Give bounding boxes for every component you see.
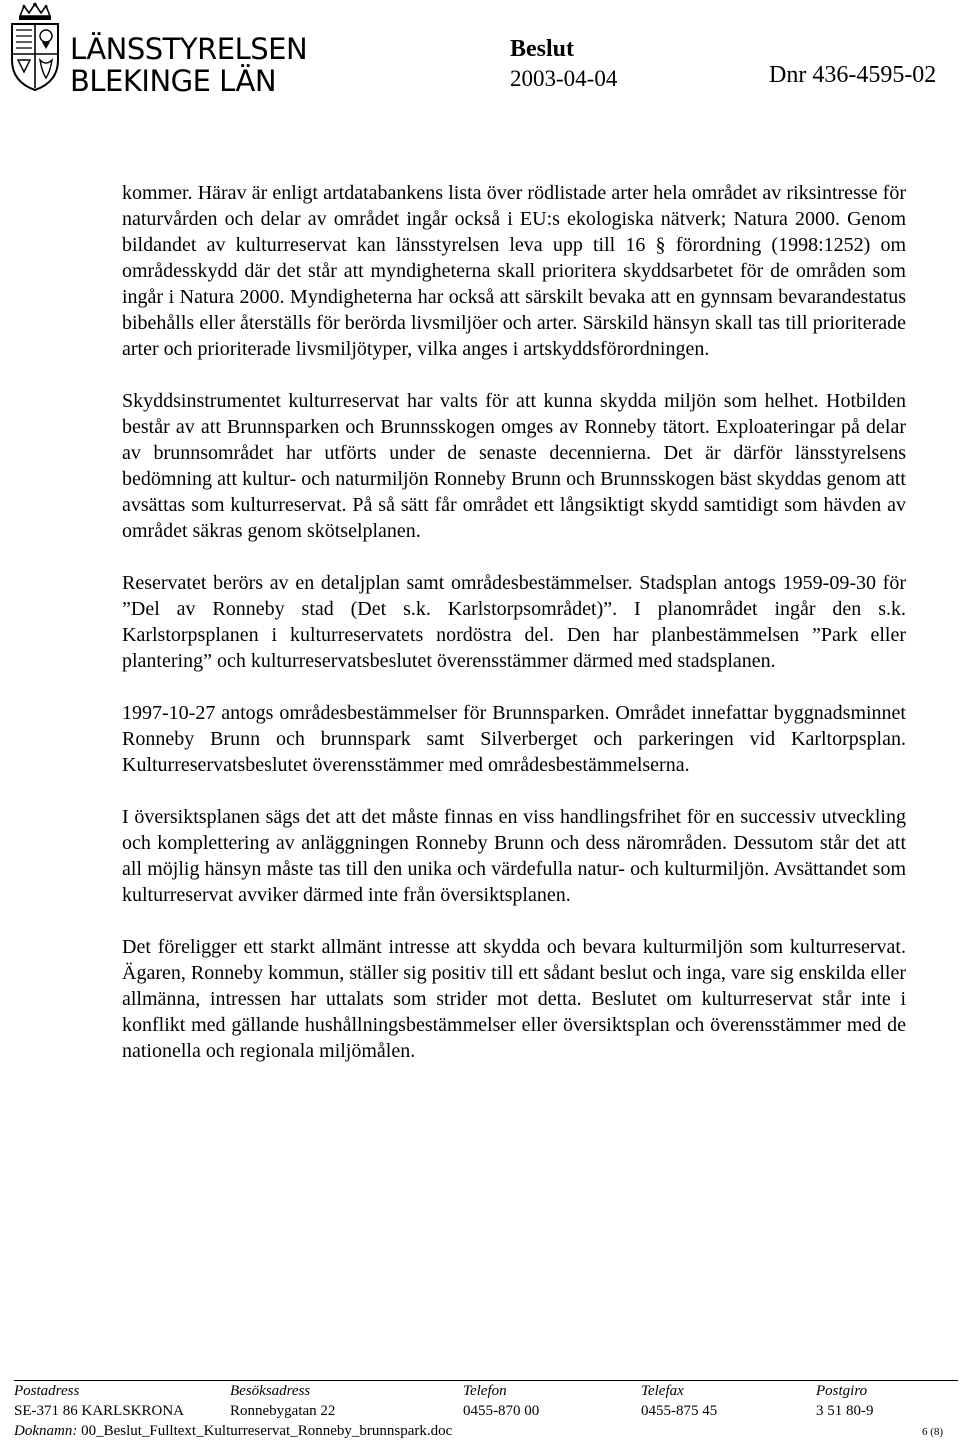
footer-label: Postgiro <box>816 1383 868 1399</box>
document-type: Beslut <box>510 36 575 62</box>
footer-label: Telefon <box>463 1383 507 1399</box>
footer-label: Besöksadress <box>230 1383 311 1399</box>
footer-label: Telefax <box>641 1383 684 1399</box>
footer-divider <box>14 1380 958 1381</box>
document-date: 2003-04-04 <box>510 66 618 91</box>
footer-value: 3 51 80-9 <box>816 1403 874 1419</box>
footer-value: Ronnebygatan 22 <box>230 1403 336 1419</box>
footer-value: 0455-875 45 <box>641 1403 718 1419</box>
org-name-line2: BLEKINGE LÄN <box>70 64 277 98</box>
page-number: 6 (8) <box>922 1426 944 1438</box>
footer-value: SE-371 86 KARLSKRONA <box>14 1403 185 1419</box>
page-footer <box>0 1380 960 1438</box>
crown-shield-icon <box>6 2 64 92</box>
footer-label: Postadress <box>14 1383 80 1399</box>
org-name-line1: LÄNSSTYRELSEN <box>70 32 308 66</box>
body-paragraph: 1997-10-27 antogs områdesbestämmelser för Brunnsparken. Området innefattar byggnadsminnet Ronneby Brunn och brunnspark samt Silverberget och parkeringen vid Karltorpsplan. Kulturreservatsbeslutet överensstämmer med områdesbestämmelserna. <box>122 702 906 776</box>
document-body <box>122 180 906 1090</box>
footer-label: Doknamn: <box>14 1423 78 1439</box>
body-paragraph: Det föreligger ett starkt allmänt intresse att skydda och bevara kulturmiljön som kulturreservat. Ägaren, Ronneby kommun, ställer sig positiv till ett sådant beslut och inga, vare sig enskilda eller allmänna, intressen har uttalats som strider mot detta. Beslutet om kulturreservat står inte i konflikt med gällande hushållningsbestämmelser eller översiktsplan och överensstämmer med de nationella och regionala miljömålen. <box>122 936 906 1062</box>
body-paragraph: Reservatet berörs av en detaljplan samt områdesbestämmelser. Stadsplan antogs 1959-09-30 för ”Del av Ronneby stad (Det s.k. Karlstorpsområdet)”. I planområdet ingår den s.k. Karlstorpsplanen i kulturreservatets nordöstra del. Den har planbestämmelsen ”Park eller plantering” och kulturreservatsbeslutet överensstämmer därmed med stadsplanen. <box>122 572 906 672</box>
document-reference-number: Dnr 436-4595-02 <box>769 62 937 88</box>
body-paragraph: Skyddsinstrumentet kulturreservat har valts för att kunna skydda miljön som helhet. Hotbilden består av att Brunnsparken och Brunnsskogen omges av Ronneby tätort. Exploateringar på delar av brunnsområdet har utförts under de senaste decennierna. Det är därför länsstyrelsens bedömning att kultur- och naturmiljön Ronneby Brunn och Brunnsskogen bäst skyddas genom att avsättas som kulturreservat. På så sätt får området ett långsiktigt skydd samtidigt som hävden av området säkras genom skötselplanen. <box>122 390 906 542</box>
body-paragraph: kommer. Härav är enligt artdatabankens lista över rödlistade arter hela området av riksintresse för naturvården och delar av området ingår också i EU:s ekologiska nätverk; Natura 2000. Genom bildandet av kulturreservat kan länsstyrelsen leva upp till 16 § förordning (1998:1252) om områdesskydd där det står att myndigheterna skall prioritera skyddsarbetet för de områden som ingår i Natura 2000. Myndigheterna har också att särskilt bevaka att en gynnsam bevarandestatus bibehålls eller återställs för berörda livsmiljöer och arter. Särskild hänsyn skall tas till prioriterade arter och prioriterade livsmiljötyper, vilka anges i artskyddsförordningen. <box>122 182 906 360</box>
coat-of-arms-logo <box>6 2 64 92</box>
footer-value: 0455-870 00 <box>463 1403 540 1419</box>
body-paragraph: I översiktsplanen sägs det att det måste finnas en viss handlingsfrihet för en successiv utveckling och komplettering av anläggningen Ronneby Brunn och dess närområden. Dessutom står det att all möjlig hänsyn måste tas till den unika och värdefulla natur- och kulturmiljön. Avsättandet som kulturreservat avviker därmed inte från översiktsplanen. <box>122 806 906 906</box>
footer-document-name <box>14 1423 452 1440</box>
footer-value: 00_Beslut_Fulltext_Kulturreservat_Ronneby_brunnspark.doc <box>77 1423 453 1439</box>
